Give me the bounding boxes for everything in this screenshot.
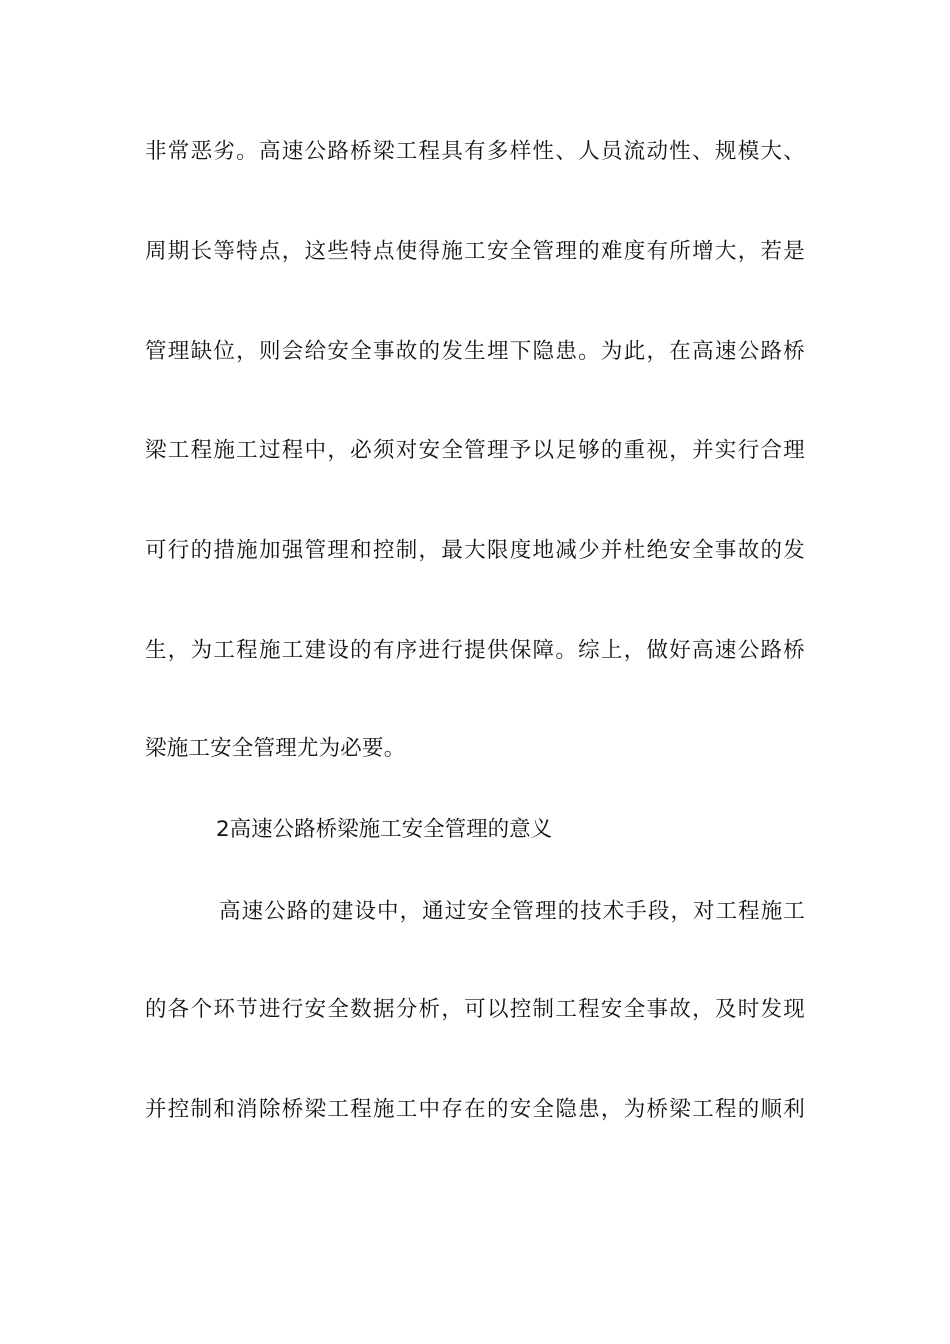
- paragraph-line: 并控制和消除桥梁工程施工中存在的安全隐患，为桥梁工程的顺利: [145, 1097, 805, 1122]
- paragraph-line: 梁工程施工过程中，必须对安全管理予以足够的重视，并实行合理: [145, 438, 805, 463]
- paragraph-line: 周期长等特点，这些特点使得施工安全管理的难度有所增大，若是: [145, 239, 805, 264]
- paragraph-line: 非常恶劣。高速公路桥梁工程具有多样性、人员流动性、规模大、: [145, 139, 805, 164]
- section-heading: 2高速公路桥梁施工安全管理的意义: [216, 817, 553, 842]
- paragraph-line: 的各个环节进行安全数据分析，可以控制工程安全事故，及时发现: [145, 997, 805, 1022]
- paragraph-line: 管理缺位，则会给安全事故的发生埋下隐患。为此，在高速公路桥: [145, 339, 805, 364]
- paragraph-line: 可行的措施加强管理和控制，最大限度地减少并杜绝安全事故的发: [145, 538, 805, 563]
- paragraph-line: 生，为工程施工建设的有序进行提供保障。综上，做好高速公路桥: [145, 638, 805, 663]
- paragraph-line-last: 梁施工安全管理尤为必要。: [145, 736, 406, 761]
- paragraph-line-indented: 高速公路的建设中，通过安全管理的技术手段，对工程施工: [219, 899, 805, 924]
